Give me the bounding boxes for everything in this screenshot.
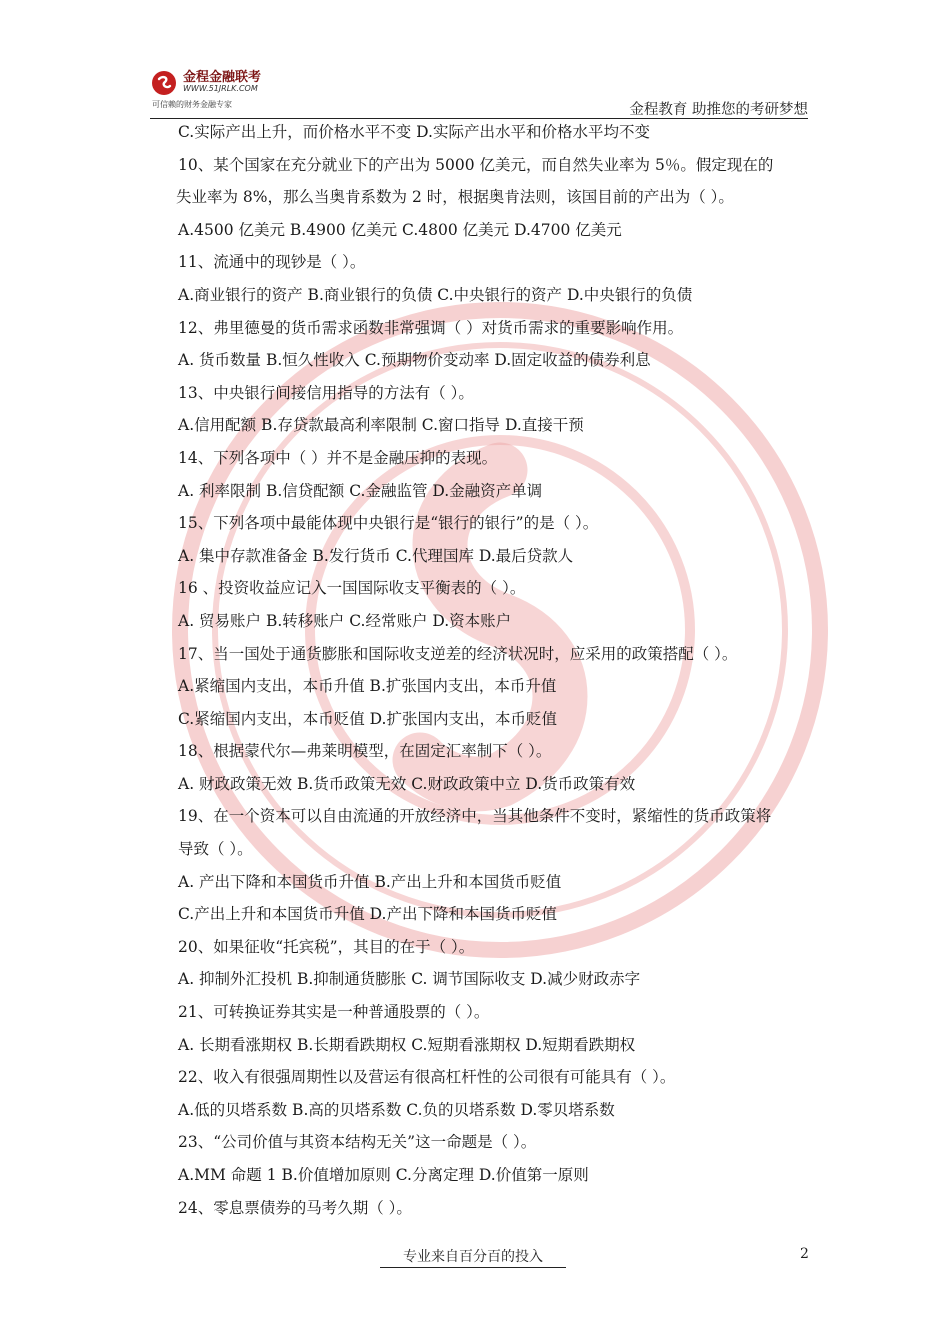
text-line: 22、收入有很强周期性以及营运有很高杠杆性的公司很有可能具有（ ）。 (178, 1068, 676, 1087)
logo-icon (151, 70, 177, 96)
text-line: 20、如果征收“托宾税”，其目的在于（ ）。 (178, 937, 475, 956)
text-line: A. 产出下降和本国货币升值 B.产出上升和本国货币贬值 (178, 872, 562, 891)
text-line: A.4500 亿美元 B.4900 亿美元 C.4800 亿美元 D.4700 亿美元 (178, 220, 622, 239)
text-line: A. 贸易账户 B.转移账户 C.经常账户 D.资本账户 (178, 611, 512, 630)
text-line: A.信用配额 B.存贷款最高利率限制 C.窗口指导 D.直接干预 (178, 416, 584, 435)
header-slogan: 金程教育 助推您的考研梦想 (629, 102, 808, 118)
text-line: 21、可转换证券其实是一种普通股票的（ ）。 (178, 1003, 490, 1022)
text-line: A.商业银行的资产 B.商业银行的负债 C.中央银行的资产 D.中央银行的负债 (178, 285, 693, 304)
text-line: 18、根据蒙代尔—弗莱明模型，在固定汇率制下（ ）。 (178, 742, 552, 761)
text-line: 13、中央银行间接信用指导的方法有（ ）。 (178, 383, 474, 402)
logo-slogan: 可信赖的财务金融专家 (152, 100, 232, 109)
text-line: A. 长期看涨期权 B.长期看跌期权 C.短期看涨期权 D.短期看跌期权 (178, 1035, 636, 1054)
text-line: A.低的贝塔系数 B.高的贝塔系数 C.负的贝塔系数 D.零贝塔系数 (178, 1100, 615, 1119)
text-line: A. 财政政策无效 B.货币政策无效 C.财政政策中立 D.货币政策有效 (178, 774, 636, 793)
text-line: 15、下列各项中最能体现中央银行是“银行的银行”的是（ ）。 (178, 514, 599, 533)
logo-url: WWW.51JRLK.COM (183, 84, 258, 93)
text-line: 12、弗里德曼的货币需求函数非常强调（ ）对货币需求的重要影响作用。 (178, 318, 684, 337)
text-line: 14、下列各项中（ ）并不是金融压抑的表现。 (178, 448, 498, 467)
footer-slogan: 专业来自百分百的投入 (380, 1246, 566, 1268)
text-line: A. 利率限制 B.信贷配额 C.金融监管 D.金融资产单调 (178, 481, 543, 500)
text-line: A.MM 命题 1 B.价值增加原则 C.分离定理 D.价值第一原则 (178, 1166, 589, 1184)
page-header (0, 0, 950, 120)
question-list (178, 116, 818, 1224)
text-line: 11、流通中的现钞是（ ）。 (178, 253, 366, 272)
text-line: C.产出上升和本国货币升值 D.产出下降和本国货币贬值 (178, 905, 557, 924)
text-line: C.紧缩国内支出，本币贬值 D.扩张国内支出，本币贬值 (178, 709, 557, 728)
text-line: A.紧缩国内支出，本币升值 B.扩张国内支出，本币升值 (178, 677, 557, 696)
text-line: 24、零息票债券的马考久期（ ）。 (178, 1198, 412, 1217)
page-footer (0, 1240, 950, 1280)
text-line: 23、“公司价值与其资本结构无关”这一命题是（ ）。 (178, 1133, 537, 1152)
text-line: A. 抑制外汇投机 B.抑制通货膨胀 C. 调节国际收支 D.减少财政赤字 (178, 970, 641, 989)
logo-name: 金程金融联考 (183, 70, 262, 85)
text-line: 17、当一国处于通货膨胀和国际收支逆差的经济状况时，应采用的政策搭配（ ）。 (178, 644, 738, 663)
text-line: A. 集中存款准备金 B.发行货币 C.代理国库 D.最后贷款人 (178, 546, 574, 565)
text-line: 10、某个国家在充分就业下的产出为 5000 亿美元，而自然失业率为 5％。假定现在的 (178, 155, 774, 174)
text-line: 失业率为 8%，那么当奥肯系数为 2 时，根据奥肯法则，该国目前的产出为（ ）。 (176, 188, 734, 207)
text-line: 导致（ ）。 (178, 840, 253, 859)
text-line: 19、在一个资本可以自由流通的开放经济中，当其他条件不变时，紧缩性的货币政策将 (178, 807, 772, 826)
text-line: A. 货币数量 B.恒久性收入 C.预期物价变动率 D.固定收益的债券利息 (178, 351, 651, 370)
page-number: 2 (800, 1246, 809, 1262)
text-line: 16 、投资收益应记入一国国际收支平衡表的（ ）。 (178, 579, 526, 598)
text-line: C.实际产出上升，而价格水平不变 D.实际产出水平和价格水平均不变 (178, 123, 650, 141)
